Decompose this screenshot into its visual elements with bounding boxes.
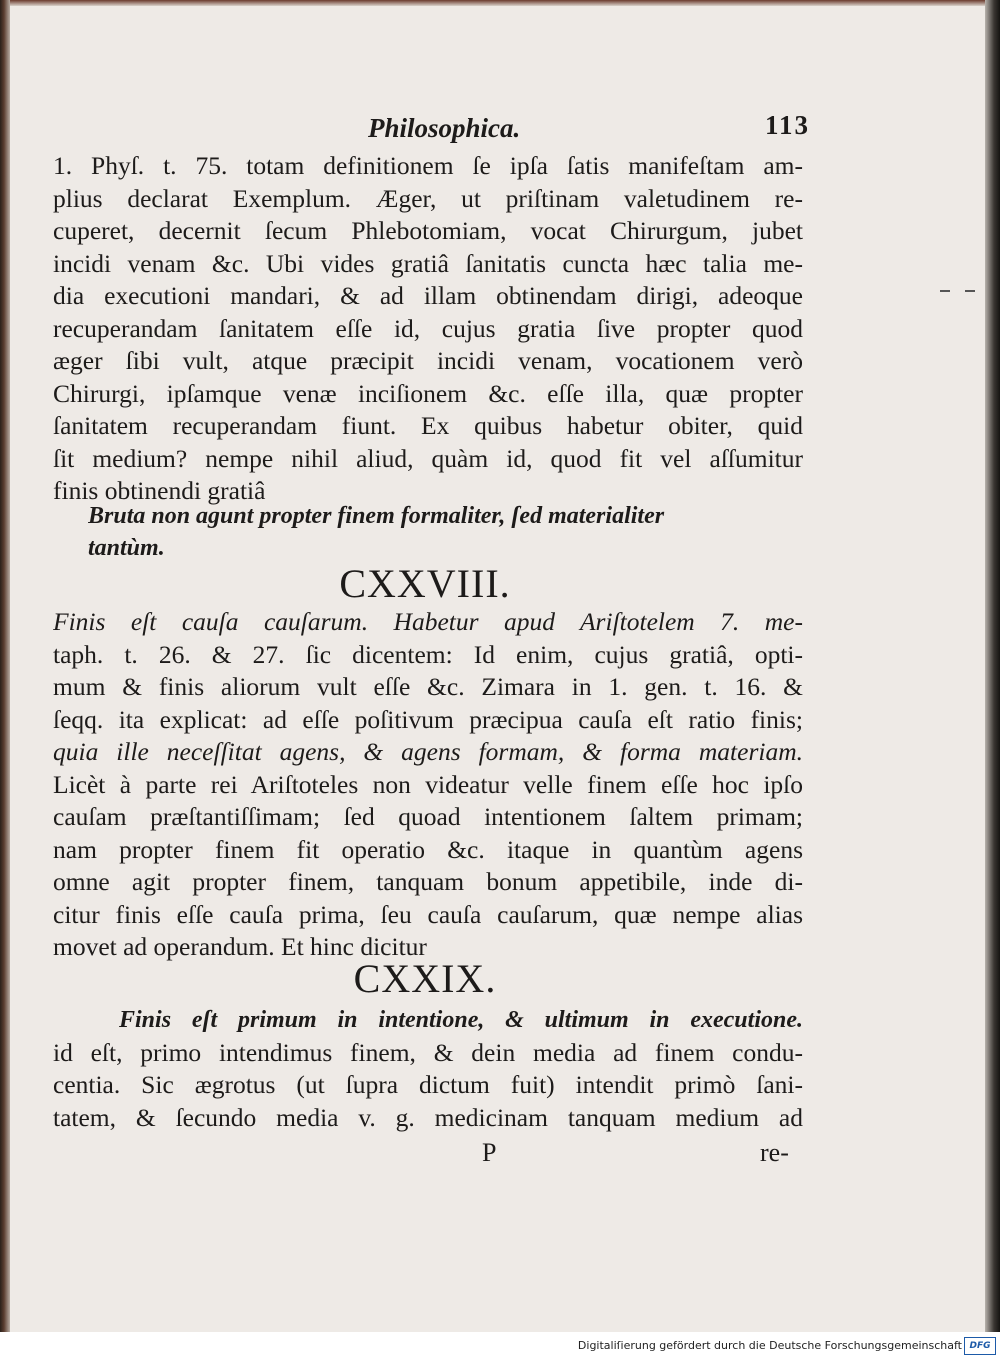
text-line: cauſam præſtantiſſimam; ſed quoad intentionem ſaltem primam;: [53, 802, 803, 831]
text-line: omne agit propter finem, tanquam bonum appetibile, inde di-: [53, 867, 803, 896]
text-line: centia. Sic ægrotus (ut ſupra dictum fuit) intendit primò ſani-: [53, 1070, 803, 1099]
text-line: dia executioni mandari, & ad illam obtinendam dirigi, adeoque: [53, 281, 803, 310]
intro-paragraph: [53, 150, 803, 508]
text-line: plius declarat Exemplum. Æger, ut priſtinam valetudinem re-: [53, 183, 803, 213]
credit-text: Digitaliſierung gefördert durch die Deutsche Forschungsgemeinschaft: [577, 1339, 962, 1352]
text-line: recuperandam ſanitatem eſſe id, cujus gratia ſive propter quod: [53, 313, 803, 343]
text-line: tatem, & ſecundo media v. g. medicinam tanquam medium ad: [53, 1102, 803, 1132]
text-line: ſit medium? nempe nihil aliud, quàm id, quod fit vel aſſumitur: [53, 443, 803, 473]
running-title: Philosophica.: [368, 113, 521, 143]
text-line: finis obtinendi gratiâ: [53, 476, 266, 505]
credit-bar: [0, 1332, 1000, 1359]
text-line: incidi venam &c. Ubi vides gratiâ ſanitatis cuncta hæc talia me-: [53, 248, 803, 278]
text-line: Licèt à parte rei Ariſtoteles non videatur velle finem eſſe hoc ipſo: [53, 769, 803, 799]
section-heading: CXXIX.: [353, 956, 497, 1001]
text-line: nam propter finem fit operatio &c. itaque in quantùm agens: [53, 834, 803, 864]
dfg-logo-icon: DFG: [964, 1337, 996, 1355]
section-heading: CXXVIII.: [339, 561, 511, 606]
edge-mark: [965, 290, 975, 292]
text-line: ſanitatem recuperandam fiunt. Ex quibus habetur obiter, quid: [53, 411, 803, 440]
page-header: [50, 110, 810, 150]
text-line: id eſt, primo intendimus finem, & dein media ad finem condu-: [53, 1037, 803, 1067]
thesis-line: Bruta non agunt propter finem formaliter, ſed materialiter: [88, 503, 665, 529]
text-line: Chirurgi, ipſamque venæ inciſionem &c. eſſe illa, quæ propter: [53, 378, 803, 408]
text-line: [53, 606, 803, 639]
edge-mark: [940, 290, 950, 292]
italic-lemma: Finis eſt cauſa cauſarum. Habetur apud Ariſtotelem 7. me-: [53, 607, 803, 636]
page-shadow: [985, 0, 1000, 1332]
text-line: Finis eſt primum in intentione, & ultimum in executione.: [119, 1007, 803, 1033]
section-paragraph: [53, 1004, 803, 1134]
text-line: cuperet, decernit ſecum Phlebotomiam, vocat Chirurgum, jubet: [53, 216, 803, 245]
text-line: quia ille neceſſitat agens, & agens formam, & forma materiam.: [53, 737, 803, 766]
page-binding-edge: [0, 0, 10, 1332]
text-line: movet ad operandum. Et hinc dicitur: [53, 932, 427, 961]
thesis-statement: [88, 500, 800, 564]
text-line: 1. Phyſ. t. 75. totam definitionem ſe ipſa ſatis manifeſtam am-: [53, 151, 803, 180]
text-line: æger ſibi vult, atque præcipit incidi venam, vocationem verò: [53, 346, 803, 375]
signature-mark: P: [482, 1138, 497, 1167]
thesis-line: tantùm.: [88, 535, 165, 561]
text-line: ſeqq. ita explicat: ad eſſe poſitivum præcipua cauſa eſt ratio finis;: [53, 704, 803, 734]
section-paragraph: [53, 606, 803, 964]
text-line: citur finis eſſe cauſa prima, ſeu cauſa cauſarum, quæ nempe alias: [53, 899, 803, 929]
text-line: mum & finis aliorum vult eſſe &c. Zimara in 1. gen. t. 16. &: [53, 672, 803, 701]
page-top-edge: [0, 0, 990, 6]
page-number: 113: [764, 110, 810, 140]
catchword: re-: [760, 1138, 789, 1167]
text-line: taph. t. 26. & 27. ſic dicentem: Id enim, cujus gratiâ, opti-: [53, 639, 803, 669]
